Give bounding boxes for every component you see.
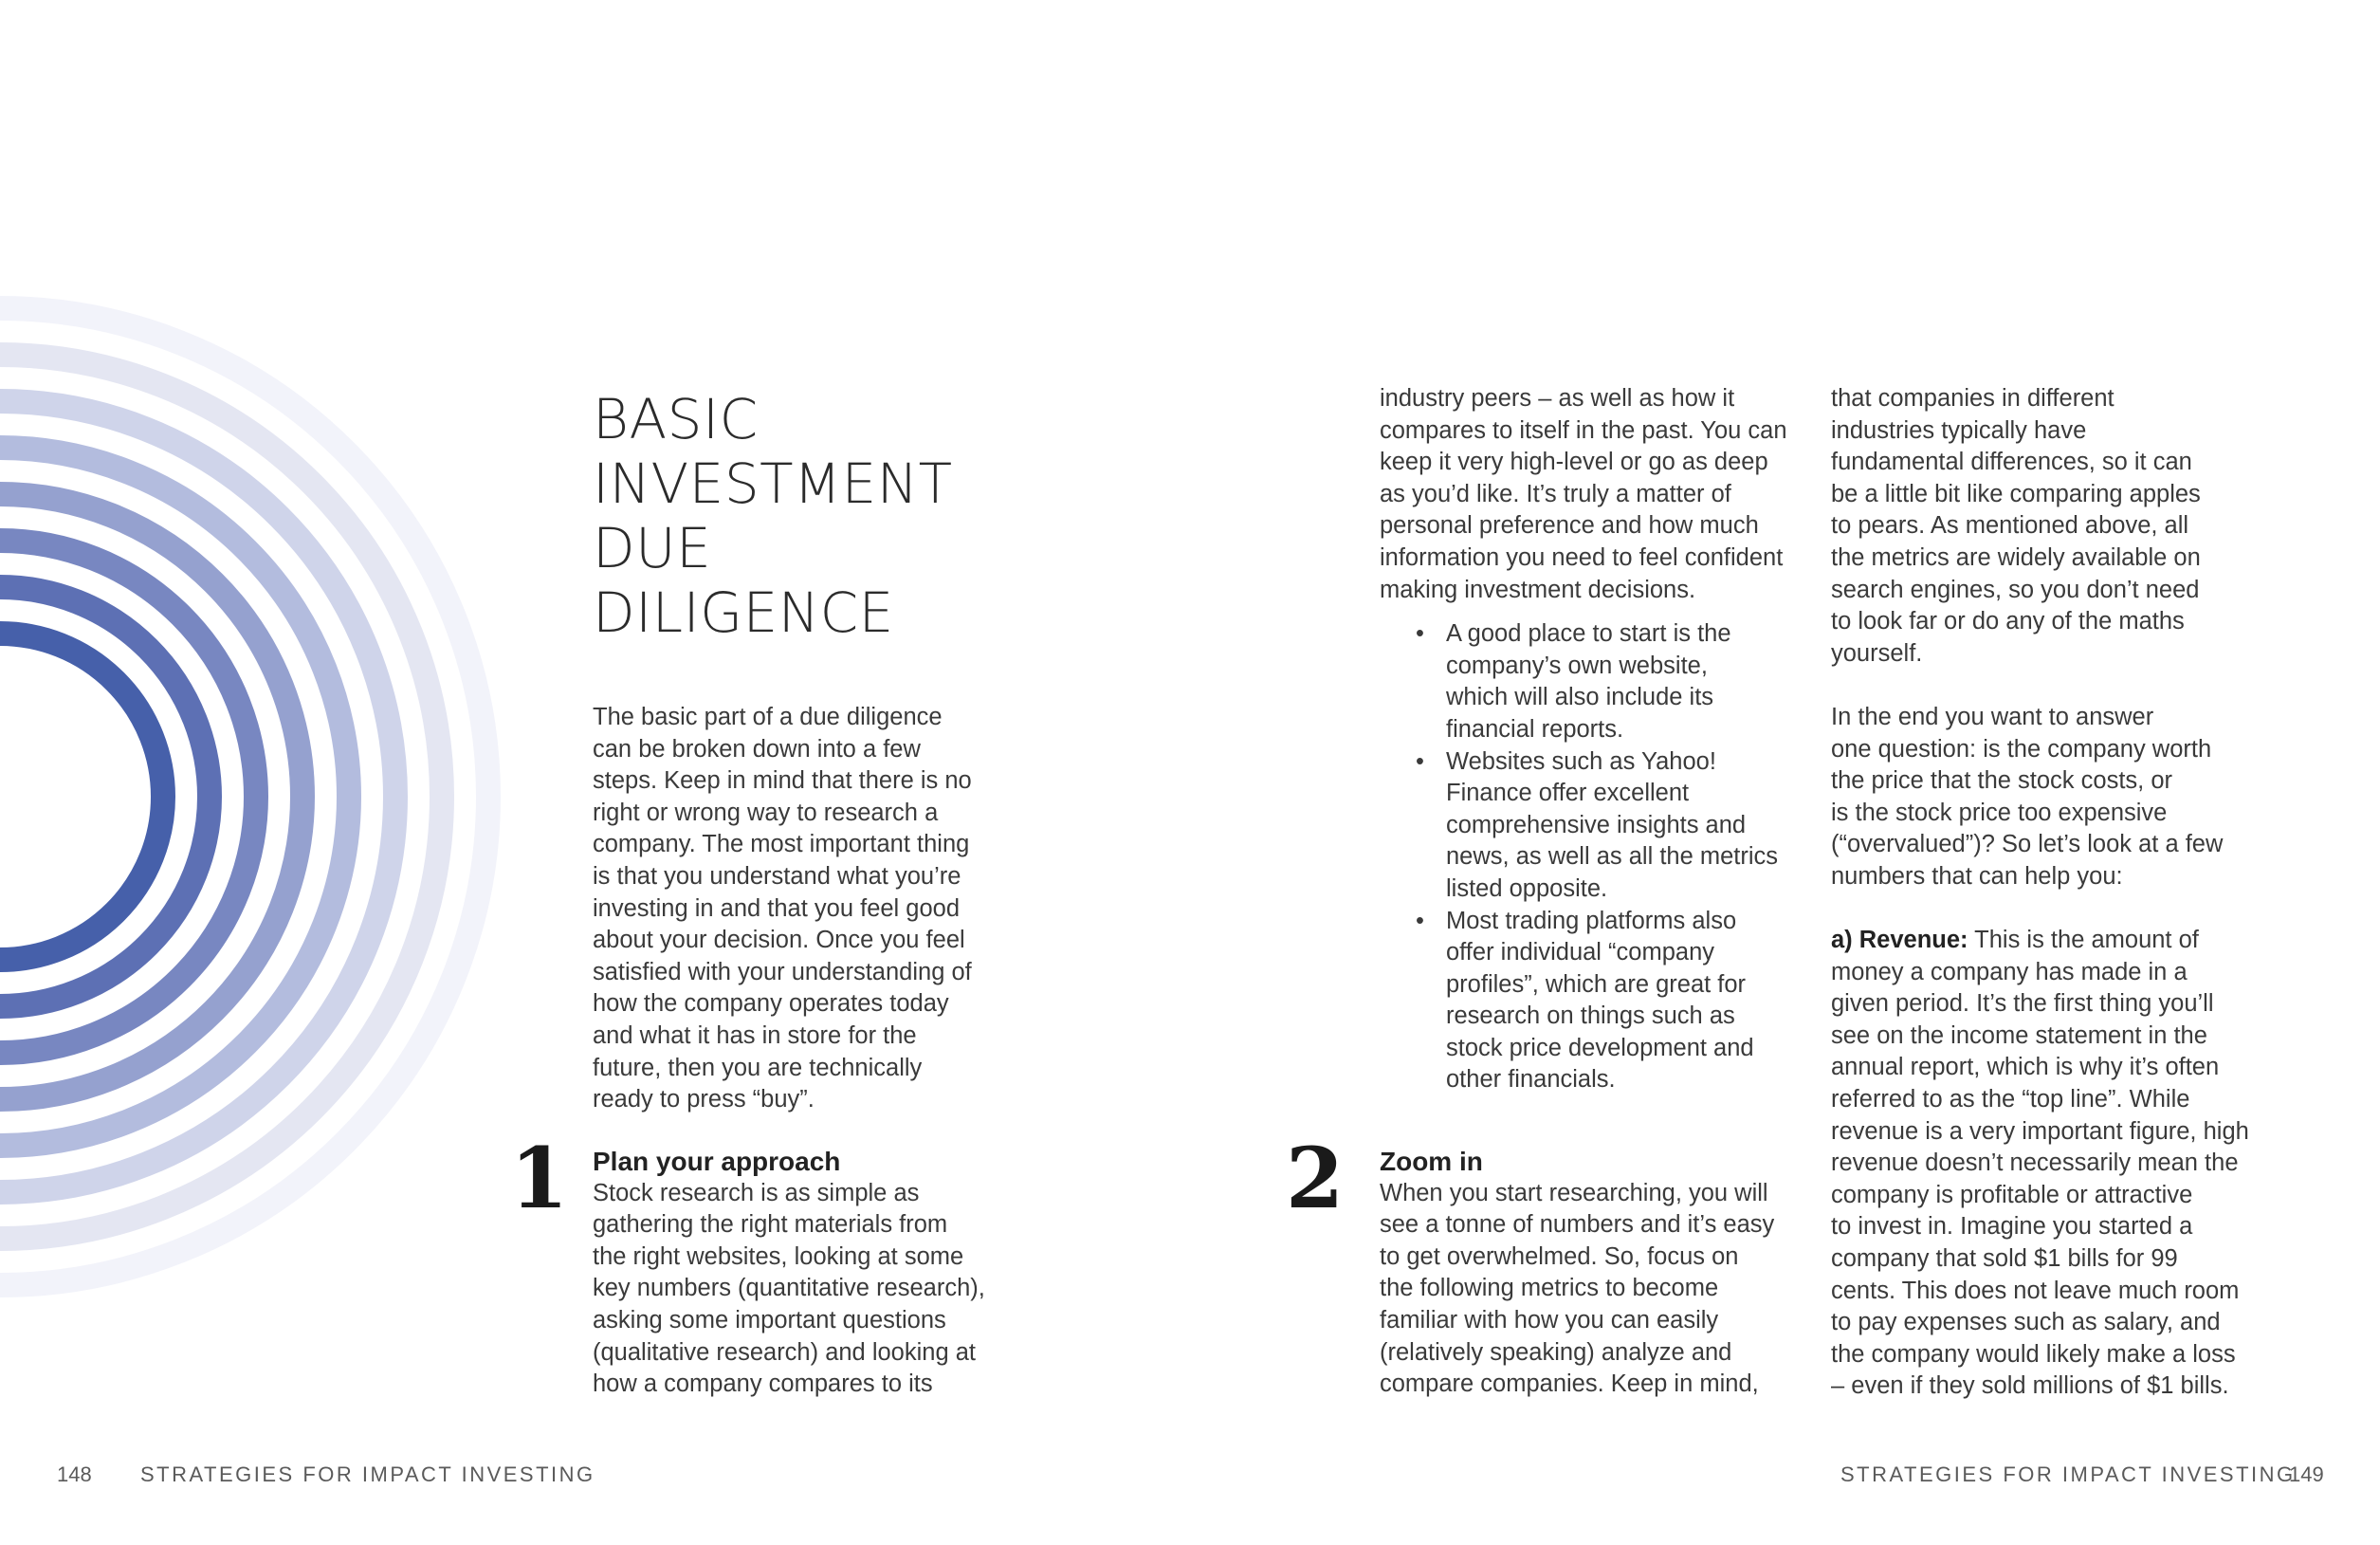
text-line: familiar with how you can easily (1380, 1306, 1719, 1333)
text-line: (qualitative research) and looking at (593, 1338, 976, 1366)
text-line: – even if they sold millions of $1 bills. (1831, 1372, 2229, 1400)
title-line: INVESTMENT (593, 451, 953, 516)
text-line: to pears. As mentioned above, all (1831, 512, 2189, 540)
page-number-left: 148 (57, 1462, 92, 1486)
text-line: is that you understand what you’re (593, 862, 961, 890)
text-line: other financials. (1446, 1066, 1616, 1094)
text-line: given period. It’s the first thing you’ll (1831, 990, 2214, 1018)
page-number-right: 149 (2289, 1462, 2324, 1486)
text-line: be a little bit like comparing apples (1831, 480, 2201, 507)
list-item (1380, 618, 1816, 745)
text-line: money a company has made in a (1831, 958, 2188, 985)
text-line: comprehensive insights and (1446, 811, 1747, 838)
text-line: about your decision. Once you feel (593, 927, 965, 954)
text-line: key numbers (quantitative research), (593, 1275, 985, 1302)
text-line: Websites such as Yahoo! (1446, 747, 1716, 775)
title-line: BASIC (593, 387, 759, 451)
text-line: is the stock price too expensive (1831, 799, 2168, 826)
text-line: Finance offer excellent (1446, 780, 1690, 807)
text-line (1831, 925, 2305, 957)
step-number-2: 2 (1286, 1129, 1345, 1227)
text-line: fundamental differences, so it can (1831, 449, 2192, 476)
text-line: the following metrics to become (1380, 1275, 1719, 1302)
text-line: the right websites, looking at some (593, 1242, 964, 1270)
text-line: (relatively speaking) analyze and (1380, 1338, 1732, 1366)
text-line: that companies in different (1831, 385, 2115, 412)
text-line: When you start researching, you will (1380, 1179, 1768, 1206)
text-line: and what it has in store for the (593, 1021, 917, 1049)
right-column-1 (1380, 383, 1816, 1096)
text-line: annual report, which is why it’s often (1831, 1054, 2220, 1081)
text-line: asking some important questions (593, 1306, 946, 1333)
revenue-first-line: This is the amount of (1968, 927, 2199, 954)
arc-ring (0, 634, 163, 960)
text-line: (“overvalued”)? So let’s look at a few (1831, 831, 2224, 858)
text-line: to pay expenses such as salary, and (1831, 1309, 2221, 1336)
right-column-2 (1831, 383, 2305, 1403)
text-line: Stock research is as simple as (593, 1179, 920, 1206)
text-line: the company would likely make a loss (1831, 1340, 2236, 1368)
text-line: keep it very high-level or go as deep (1380, 449, 1768, 476)
text-line: to get overwhelmed. So, focus on (1380, 1242, 1739, 1270)
paragraph-key-question (1831, 702, 2305, 893)
text-line: future, then you are technically (593, 1054, 923, 1081)
text-line: gathering the right materials from (593, 1211, 948, 1239)
list-item (1380, 746, 1816, 906)
text-line: right or wrong way to research a (593, 799, 939, 826)
paragraph-metrics-intro (1831, 383, 2305, 670)
text-line: profiles”, which are great for (1446, 970, 1747, 998)
text-line: information you need to feel confident (1380, 543, 1784, 571)
text-line: personal preference and how much (1380, 512, 1759, 540)
text-line: how a company compares to its (593, 1370, 933, 1398)
text-line: stock price development and (1446, 1034, 1754, 1061)
text-line: news, as well as all the metrics (1446, 843, 1779, 871)
text-line: revenue doesn’t necessarily mean the (1831, 1150, 2239, 1177)
text-line: offer individual “company (1446, 939, 1715, 966)
bullet-icon: • (1416, 620, 1424, 648)
list-item (1380, 906, 1816, 1097)
intro-paragraph (593, 702, 972, 1116)
step-number-1: 1 (510, 1129, 569, 1227)
text-line: the metrics are widely available on (1831, 543, 2201, 571)
text-line: search engines, so you don’t need (1831, 576, 2200, 603)
title-line: DUE (593, 516, 712, 580)
concentric-arcs-graphic (0, 0, 531, 1545)
text-line: as you’d like. It’s truly a matter of (1380, 480, 1731, 507)
title-line: DILIGENCE (593, 580, 894, 645)
resource-bullet-list (1380, 618, 1816, 1096)
text-line: compares to itself in the past. You can (1380, 416, 1787, 444)
page-title (593, 387, 1086, 645)
text-line: see a tonne of numbers and it’s easy (1380, 1211, 1775, 1239)
footer-title-left: STRATEGIES FOR IMPACT INVESTING (140, 1462, 595, 1486)
step-2-section (1380, 1146, 1774, 1401)
text-line: industries typically have (1831, 416, 2087, 444)
text-line: revenue is a very important figure, high (1831, 1117, 2249, 1145)
text-line: steps. Keep in mind that there is no (593, 767, 972, 795)
text-line: Most trading platforms also (1446, 907, 1737, 934)
text-line: ready to press “buy”. (593, 1086, 815, 1113)
text-line: research on things such as (1446, 1002, 1735, 1030)
paragraph-revenue (1831, 925, 2305, 1403)
text-line: referred to as the “top line”. While (1831, 1086, 2190, 1113)
text-line: The basic part of a due diligence (593, 704, 943, 730)
text-line: In the end you want to answer (1831, 703, 2154, 730)
text-line: company that sold $1 bills for 99 (1831, 1245, 2178, 1273)
text-line: to look far or do any of the maths (1831, 608, 2185, 635)
text-line: see on the income statement in the (1831, 1021, 2207, 1049)
text-line: how the company operates today (593, 990, 949, 1018)
text-line: company’s own website, (1446, 652, 1708, 679)
text-line: financial reports. (1446, 715, 1624, 743)
arc-ring (0, 587, 210, 1006)
text-line: industry peers – as well as how it (1380, 385, 1735, 412)
text-line: listed opposite. (1446, 874, 1608, 902)
step-2-heading: Zoom in (1380, 1147, 1483, 1176)
text-line: making investment decisions. (1380, 576, 1696, 603)
text-line: numbers that can help you: (1831, 862, 2123, 890)
text-line: which will also include its (1446, 684, 1714, 711)
text-line: company. The most important thing (593, 831, 970, 858)
text-line: cents. This does not leave much room (1831, 1277, 2240, 1304)
text-line: can be broken down into a few (593, 735, 921, 763)
text-line: yourself. (1831, 639, 1923, 667)
step-1-section (593, 1146, 985, 1401)
text-line: compare companies. Keep in mind, (1380, 1370, 1759, 1398)
text-line: to invest in. Imagine you started a (1831, 1213, 2193, 1241)
text-line: satisfied with your understanding of (593, 958, 972, 985)
footer-title-right: STRATEGIES FOR IMPACT INVESTING (1840, 1462, 2296, 1486)
text-line: company is profitable or attractive (1831, 1181, 2193, 1208)
text-line: the price that the stock costs, or (1831, 767, 2173, 795)
bullet-icon: • (1416, 907, 1424, 934)
bullet-icon: • (1416, 747, 1424, 775)
revenue-label: a) Revenue: (1831, 927, 1968, 954)
step-1-heading: Plan your approach (593, 1147, 841, 1176)
text-line: one question: is the company worth (1831, 735, 2212, 763)
text-line: A good place to start is the (1446, 620, 1731, 648)
text-line: investing in and that you feel good (593, 894, 961, 922)
